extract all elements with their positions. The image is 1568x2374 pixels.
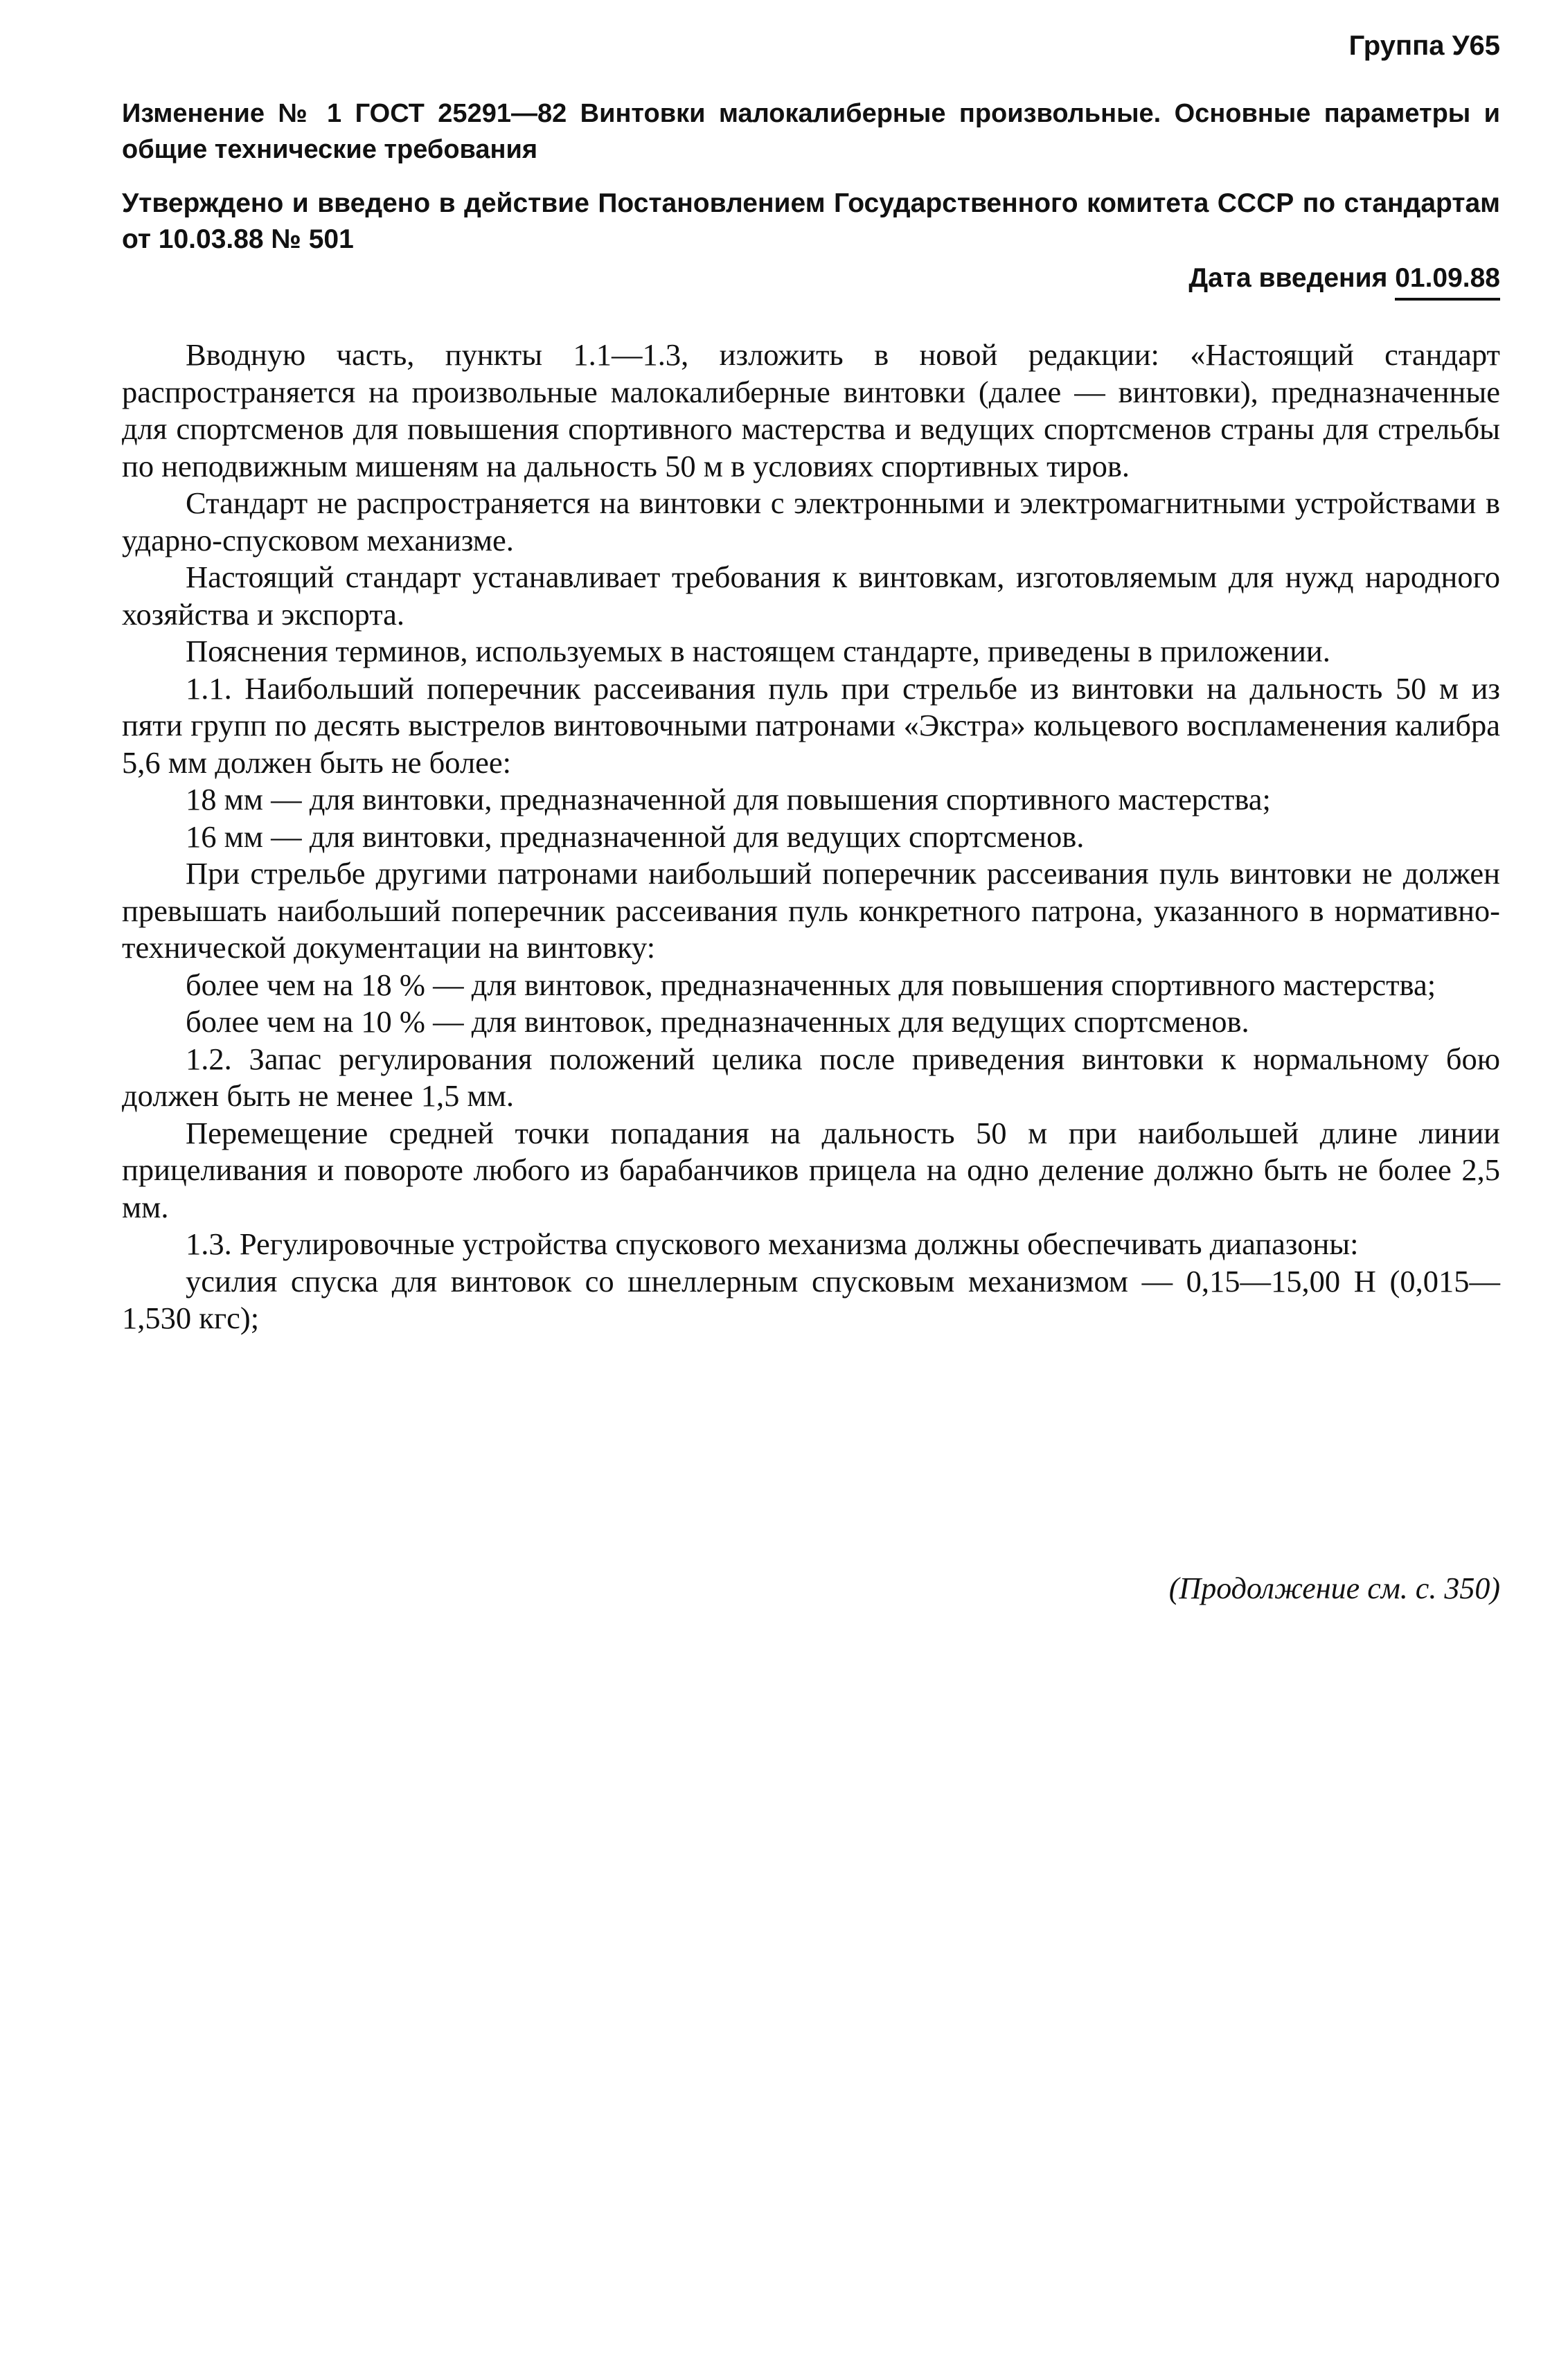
document-body bbox=[122, 337, 1500, 1337]
paragraph-1-1: 1.1. Наибольший поперечник рассеивания пуль при стрельбе из винтовки на дальность 50 м из пяти групп по десять выстрелов винтовочными патронами «Экстра» кольцевого воспламенения калибра 5,6 мм должен быть не более: bbox=[122, 670, 1500, 780]
effective-date-value: 01.09.88 bbox=[1395, 260, 1500, 301]
paragraph-other-cartridges: При стрельбе другими патронами наибольший поперечник рассеивания пуль винтовки не должен превышать наибольший поперечник рассеивания пуль конкретного патрона, указанного в нормативно-технической документации на винтовку: bbox=[122, 856, 1500, 965]
paragraph-10-percent: более чем на 10 % — для винтовок, предназначенных для ведущих спортсменов. bbox=[186, 1004, 1249, 1039]
paragraph-16mm: 16 мм — для винтовки, предназначенной для ведущих спортсменов. bbox=[186, 819, 1085, 854]
paragraph-terms: Пояснения терминов, используемых в настоящем стандарте, приведены в приложении. bbox=[186, 634, 1330, 668]
paragraph-18-percent: более чем на 18 % — для винтовок, предназначенных для повышения спортивного мастерства; bbox=[186, 967, 1436, 1002]
group-code: Группа У65 bbox=[1348, 30, 1500, 61]
approval-statement: Утверждено и введено в действие Постановлением Государственного комитета СССР по стандартам от 10.03.88 № 501 bbox=[122, 188, 1500, 254]
paragraph-1-2: 1.2. Запас регулирования положений целика после приведения винтовки к нормальному бою должен быть не менее 1,5 мм. bbox=[122, 1041, 1500, 1113]
paragraph-18mm: 18 мм — для винтовки, предназначенной для повышения спортивного мастерства; bbox=[186, 782, 1271, 816]
document-page bbox=[122, 0, 1500, 2374]
paragraph-1-3: 1.3. Регулировочные устройства спускового механизма должны обеспечивать диапазоны: bbox=[186, 1226, 1359, 1261]
effective-date bbox=[1188, 260, 1500, 301]
paragraph-trigger-force: усилия спуска для винтовок со шнеллерным спусковым механизмом — 0,15—15,00 Н (0,015—1,530 кгс); bbox=[122, 1263, 1500, 1335]
paragraph-impact-shift: Перемещение средней точки попадания на дальность 50 м при наибольшей длине линии прицеливания и повороте любого из барабанчиков прицела на одно деление должно быть не более 2,5 мм. bbox=[122, 1115, 1500, 1224]
paragraph-requirements: Настоящий стандарт устанавливает требования к винтовкам, изготовляемым для нужд народного хозяйства и экспорта. bbox=[122, 560, 1500, 632]
effective-date-label: Дата введения bbox=[1188, 263, 1388, 293]
paragraph-exclusion: Стандарт не распространяется на винтовки с электронными и электромагнитными устройствами в ударно-спусковом механизме. bbox=[122, 485, 1500, 557]
paragraph-intro: Вводную часть, пункты 1.1—1.3, изложить в новой редакции: «Настоящий стандарт распространяется на произвольные малокалиберные винтовки (далее — винтовки), предназначенные для спортсменов для повышения спортивного мастерства и ведущих спортсменов страны для стрельбы по неподвижным мишеням на дальность 50 м в условиях спортивных тиров. bbox=[122, 337, 1500, 483]
change-title: Изменение № 1 ГОСТ 25291—82 Винтовки малокалиберные произвольные. Основные параметры и общие технические требования bbox=[122, 99, 1500, 164]
continuation-note: (Продолжение см. с. 350) bbox=[1168, 1571, 1500, 1605]
